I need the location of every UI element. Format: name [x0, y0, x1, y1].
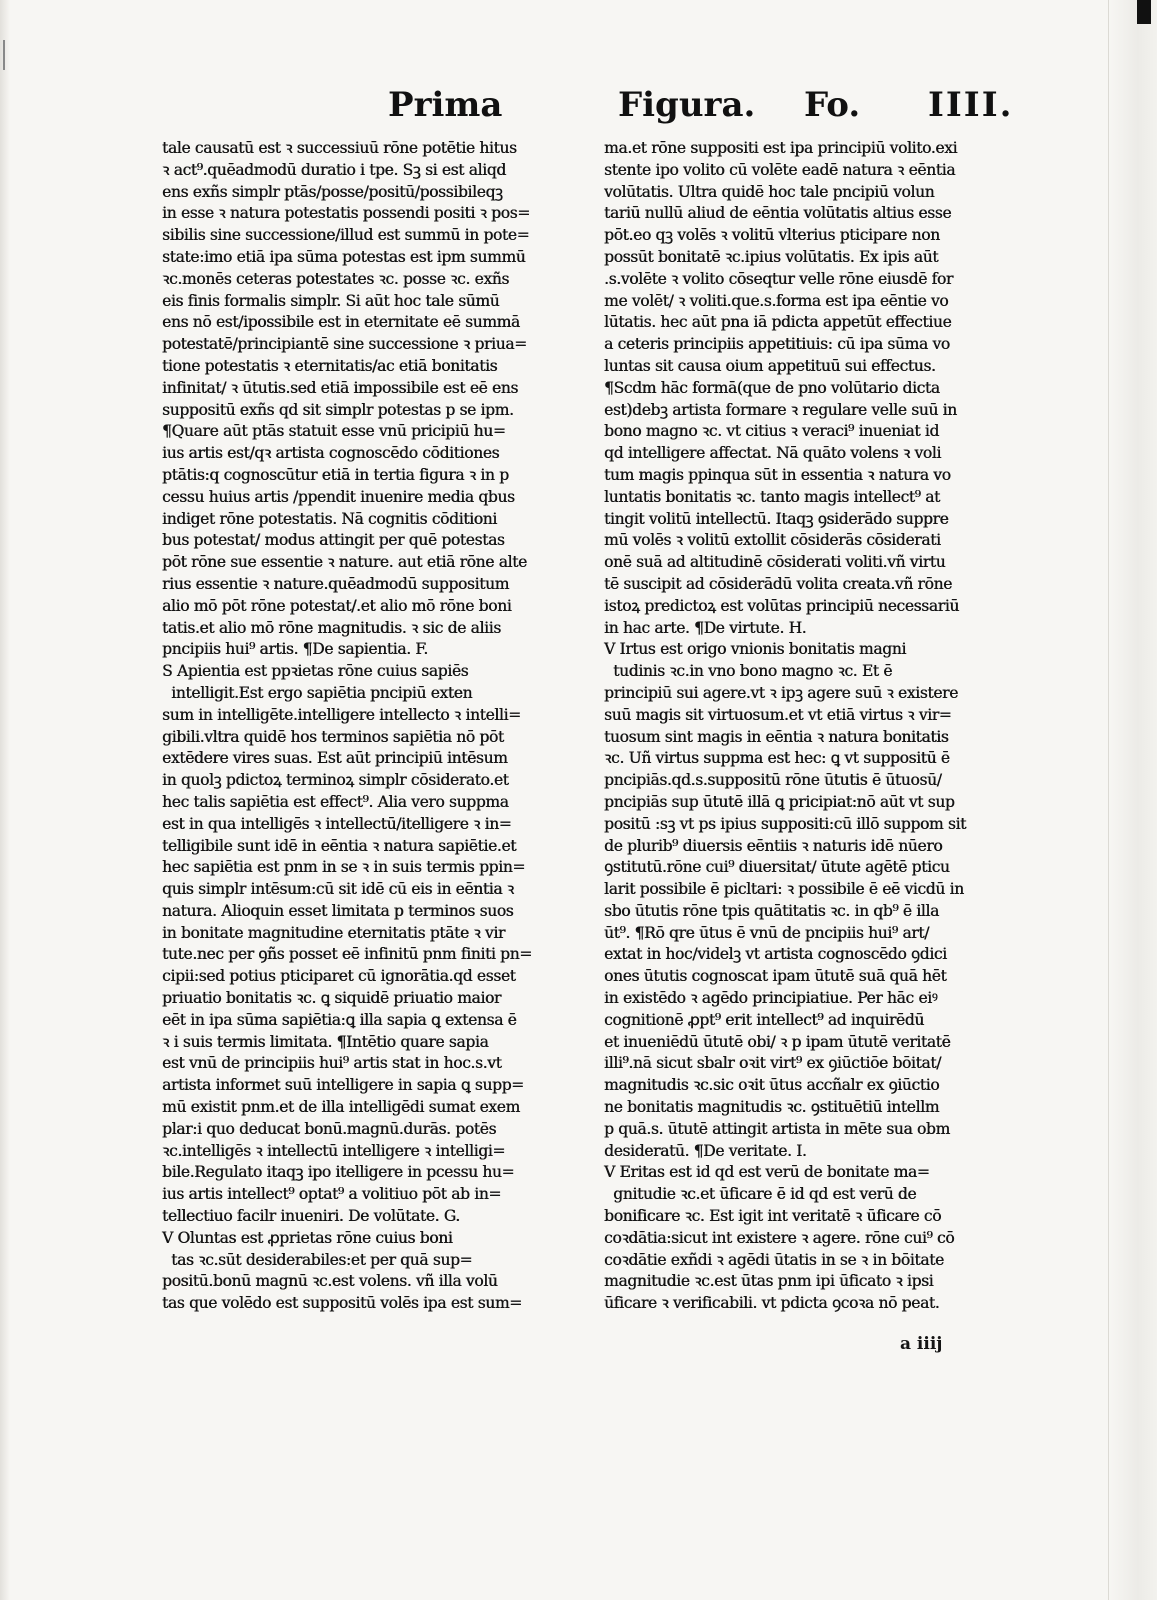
- text-line: ꝛ act⁹.quēadmodū duratio i tpe. Sꝫ si est aliqd: [162, 160, 506, 179]
- text-line: suppositū exñs qd sit simplr potestas p se ipm.: [162, 400, 514, 419]
- text-line: luntatis bonitatis ꝛc. tanto magis intellect⁹ at: [604, 487, 940, 506]
- text-line: cessu huius artis /ppendit inuenire media qbus: [162, 487, 515, 506]
- text-line: larit possibile ē picltari: ꝛ possibile ē eē vicdū in: [604, 880, 964, 899]
- text-line: tale causatū est ꝛ successiuū rōne potētie hitus: [162, 139, 517, 157]
- left-column-text: [162, 138, 580, 1315]
- text-line: et inueniēdū ūtutē obi/ ꝛ p ipam ūtutē veritatē: [604, 1032, 951, 1051]
- text-line: ius artis est/qꝛ artista cognoscēdo cōditiones: [162, 444, 500, 463]
- text-line: hec talis sapiētia est effect⁹. Alia vero suppma: [162, 792, 509, 811]
- text-line: tione potestatis ꝛ eternitatis/ac etiā bonitatis: [162, 356, 498, 375]
- text-line: quis simplr intēsum:cū sit idē cū eis in eēntia ꝛ: [162, 880, 514, 899]
- text-line: ūt⁹. ¶Rō qre ūtus ē vnū de pncipiis hui⁹ art/: [604, 923, 930, 942]
- signature-mark: a iiij: [900, 1334, 943, 1354]
- folio-number: IIII.: [928, 85, 1014, 125]
- running-title-left: Prima: [388, 85, 503, 125]
- text-line: V Eritas est id qd est verū de bonitate ma=: [604, 1163, 930, 1182]
- text-line: principiū sui agere.vt ꝛ ipꝫ agere suū ꝛ existere: [604, 683, 958, 702]
- text-line: desideratū. ¶De veritate. I.: [604, 1141, 807, 1160]
- text-line: hec sapiētia est pnm in se ꝛ in suis termis ppin=: [162, 858, 525, 877]
- text-line: tute.nec per ꝯñs posset eē infinitū pnm finiti pn=: [162, 945, 532, 964]
- text-line: ꝛc.monēs ceteras potestates ꝛc. posse ꝛc. exñs: [162, 269, 509, 288]
- text-line: cipii:sed potius pticiparet cū ignorātia.qd esset: [162, 967, 516, 986]
- text-line: tatis.et alio mō rōne magnitudis. ꝛ sic de aliis: [162, 618, 501, 637]
- text-line: lūtatis. hec aūt pna iā pdicta appetūt effectiue: [604, 313, 952, 332]
- text-column-left: [162, 138, 580, 1315]
- text-line: tē suscipit ad cōsiderādū volita creata.vñ rōne: [604, 574, 952, 593]
- text-line: tellectiuo facilr inueniri. De volūtate. G.: [162, 1207, 460, 1226]
- page-edge-left: [0, 0, 10, 1600]
- binding-mark: [3, 40, 5, 70]
- text-line: illi⁹.nā sicut sbalr oꝛit virt⁹ ex ꝯiūctiōe bōitat/: [604, 1054, 942, 1073]
- text-line: stente ipo volito cū volēte eadē natura ꝛ eēntia: [604, 160, 956, 179]
- text-line: tingit volitū intellectū. Itaqꝫ ꝯsiderādo suppre: [604, 509, 949, 528]
- text-line: est)debꝫ artista formare ꝛ regulare velle suū in: [604, 400, 957, 419]
- text-line: sbo ūtutis rōne tpis quātitatis ꝛc. in qb⁹ ē illa: [604, 901, 939, 920]
- text-line: infinitat/ ꝛ ūtutis.sed etiā impossibile est eē ens: [162, 378, 518, 397]
- text-line: artista informet suū intelligere in sapia ꝗ supp=: [162, 1076, 524, 1095]
- text-line: indiget rōne potestatis. Nā cognitis cōditioni: [162, 509, 497, 528]
- text-line: ꝯstitutū.rōne cui⁹ diuersitat/ ūtute agētē pticu: [604, 858, 950, 877]
- text-line: extat in hoc/videlꝫ vt artista cognoscēdo ꝯdici: [604, 945, 947, 964]
- text-line: extēdere vires suas. Est aūt principiū intēsum: [162, 749, 508, 768]
- text-line: volūtatis. Ultra quidē hoc tale pncipiū volun: [604, 182, 935, 201]
- text-line: ens exñs simplr ptās/posse/positū/possibileqꝫ: [162, 182, 503, 201]
- text-line: ꝛ i suis termis limitata. ¶Intētio quare sapia: [162, 1032, 489, 1051]
- text-line: sibilis sine successione/illud est summū in pote=: [162, 226, 530, 245]
- text-line: .s.volēte ꝛ volito cōseqtur velle rōne eiusdē for: [604, 269, 953, 288]
- text-line: ꝛc. Uñ virtus suppma est hec: ꝗ vt suppositū ē: [604, 749, 950, 768]
- text-line: ¶Scdm hāc formā(que de pno volūtario dicta: [604, 378, 940, 397]
- text-line: tuosum sint magis in eēntia ꝛ natura bonitatis: [604, 727, 949, 746]
- text-line: pōt rōne sue essentie ꝛ nature. aut etiā rōne alte: [162, 553, 527, 572]
- corner-tab: [1137, 0, 1151, 24]
- text-line: ptātis:q cognoscūtur etiā in tertia figura ꝛ in p: [162, 465, 509, 484]
- text-line: pncipiās.qd.s.suppositū rōne ūtutis ē ūtuosū/: [604, 771, 942, 790]
- text-line: istoꝝ predictoꝝ est volūtas principiū necessariū: [604, 596, 959, 615]
- text-line: p quā.s. ūtutē attingit artista in mēte sua obm: [604, 1119, 950, 1138]
- text-line: ūficare ꝛ verificabili. vt pdicta ꝯcoꝛa nō peat.: [604, 1294, 940, 1313]
- folio-label: Fo.: [804, 85, 861, 125]
- text-line: pncipiās sup ūtutē illā ꝗ pricipiat:nō aūt vt sup: [604, 792, 955, 811]
- text-line: bile.Regulato itaqꝫ ipo itelligere in pcessu hu=: [162, 1163, 515, 1182]
- text-line: rius essentie ꝛ nature.quēadmodū suppositum: [162, 574, 509, 593]
- text-line: in quolꝫ pdictoꝝ terminoꝝ simplr cōsiderato.et: [162, 771, 509, 790]
- text-line: est in qua intelligēs ꝛ intellectū/itelligere ꝛ in=: [162, 814, 512, 833]
- text-line: possūt bonitatē ꝛc.ipius volūtatis. Ex ipis aūt: [604, 247, 939, 266]
- text-column-right: [604, 138, 1020, 1315]
- text-line: alio mō pōt rōne potestat/.et alio mō rōne boni: [162, 596, 512, 615]
- text-line: onē suā ad altitudinē cōsiderati voliti.vñ virtu: [604, 553, 946, 572]
- text-line: ꝛc.intelligēs ꝛ intellectū intelligere ꝛ intelligi=: [162, 1141, 505, 1160]
- text-line: natura. Alioquin esset limitata p terminos suos: [162, 901, 514, 920]
- text-line: est vnū de principiis hui⁹ artis stat in hoc.s.vt: [162, 1054, 502, 1073]
- running-title-right: Figura.: [618, 85, 756, 125]
- text-line: pōt.eo qꝫ volēs ꝛ volitū vlterius pticipare non: [604, 226, 940, 245]
- text-line: a ceteris principiis appetitiuis: cū ipa sūma vo: [604, 335, 950, 354]
- right-column-text: [604, 138, 1020, 1315]
- text-line: tas que volēdo est suppositū volēs ipa est sum=: [162, 1294, 522, 1313]
- text-line: eis finis formalis simplr. Si aūt hoc tale sūmū: [162, 291, 500, 310]
- text-line: tudinis ꝛc.in vno bono magno ꝛc. Et ē: [604, 662, 893, 681]
- text-line: ones ūtutis cognoscat ipam ūtutē suā quā hēt: [604, 967, 947, 986]
- text-line: eēt in ipa sūma sapiētia:ꝗ illa sapia ꝗ extensa ē: [162, 1010, 517, 1029]
- text-line: magnitudie ꝛc.est ūtas pnm ipi ūficato ꝛ ipsi: [604, 1272, 934, 1291]
- text-line: cognitionē ꝓpt⁹ erit intellect⁹ ad inquirēdū: [604, 1010, 924, 1029]
- text-line: in esse ꝛ natura potestatis possendi positi ꝛ pos=: [162, 204, 530, 223]
- text-line: tas ꝛc.sūt desiderabiles:et per quā sup=: [162, 1250, 473, 1269]
- text-line: V Irtus est origo vnionis bonitatis magni: [604, 640, 906, 659]
- text-line: ma.et rōne suppositi est ipa principiū volito.exi: [604, 139, 958, 157]
- text-line: qd intelligere affectat. Nā quāto volens ꝛ voli: [604, 444, 941, 463]
- text-line: intelligit.Est ergo sapiētia pncipiū exten: [162, 683, 473, 702]
- text-line: tum magis ppinqua sūt in essentia ꝛ natura vo: [604, 465, 951, 484]
- text-line: plar:i quo deducat bonū.magnū.durās. potēs: [162, 1119, 497, 1138]
- text-line: tariū nullū aliud de eēntia volūtatis altius esse: [604, 204, 952, 223]
- text-line: in hac arte. ¶De virtute. H.: [604, 618, 807, 637]
- text-line: V Oluntas est ꝓprietas rōne cuius boni: [162, 1228, 453, 1247]
- text-line: positū.bonū magnū ꝛc.est volens. vñ illa volū: [162, 1272, 498, 1291]
- text-line: coꝛdātia:sicut int existere ꝛ agere. rōne cui⁹ cō: [604, 1228, 955, 1247]
- text-line: mū volēs ꝛ volitū extollit cōsiderās cōsiderati: [604, 531, 941, 550]
- text-line: bus potestat/ modus attingit per quē potestas: [162, 531, 505, 550]
- text-line: mū existit pnm.et de illa intelligēdi sumat exem: [162, 1098, 520, 1117]
- text-line: ius artis intellect⁹ optat⁹ a volitiuo pōt ab in=: [162, 1185, 501, 1204]
- text-line: ¶Quare aūt ptās statuit esse vnū pricipiū hu=: [162, 422, 506, 441]
- text-line: pncipiis hui⁹ artis. ¶De sapientia. F.: [162, 640, 428, 659]
- text-line: ne bonitatis magnitudis ꝛc. ꝯstituētiū intellm: [604, 1098, 940, 1117]
- text-line: in bonitate magnitudine eternitatis ptāte ꝛ vir: [162, 923, 505, 942]
- text-line: positū :sꝫ vt ps ipius suppositi:cū illō suppom sit: [604, 814, 966, 833]
- text-line: bonificare ꝛc. Est igit int veritatē ꝛ ūficare cō: [604, 1207, 942, 1226]
- text-line: me volēt/ ꝛ voliti.que.s.forma est ipa eēntie vo: [604, 291, 949, 310]
- text-line: magnitudis ꝛc.sic oꝛit ūtus accñalr ex ꝯiūctio: [604, 1076, 940, 1095]
- running-header: [0, 82, 1157, 132]
- text-line: bono magno ꝛc. vt citius ꝛ veraci⁹ inueniat id: [604, 422, 939, 441]
- text-line: suū magis sit virtuosum.et vt etiā virtus ꝛ vir=: [604, 705, 952, 724]
- text-line: in existēdo ꝛ agēdo principiatiue. Per hāc eiꝰ: [604, 989, 938, 1008]
- text-line: gibili.vltra quidē hos terminos sapiētia nō pōt: [162, 727, 504, 746]
- text-line: coꝛdātie exñdi ꝛ agēdi ūtatis in se ꝛ in bōitate: [604, 1250, 944, 1269]
- text-line: telligibile sunt idē in eēntia ꝛ natura sapiētie.et: [162, 836, 517, 855]
- page-edge-right: [1108, 0, 1157, 1600]
- text-line: S Apientia est ppꝛietas rōne cuius sapiēs: [162, 662, 469, 681]
- text-line: ens nō est/ipossibile est in eternitate eē summā: [162, 313, 520, 332]
- text-line: gnitudie ꝛc.et ūficare ē id qd est verū de: [604, 1185, 917, 1204]
- text-line: de plurib⁹ diuersis eēntiis ꝛ naturis idē nūero: [604, 836, 943, 855]
- text-line: potestatē/principiantē sine successione ꝛ priua=: [162, 335, 527, 354]
- text-line: luntas sit causa oium appetituū sui effectus.: [604, 356, 936, 375]
- text-line: priuatio bonitatis ꝛc. ꝗ siquidē priuatio maior: [162, 989, 501, 1008]
- text-line: state:imo etiā ipa sūma potestas est ipm summū: [162, 247, 526, 266]
- text-line: sum in intelligēte.intelligere intellecto ꝛ intelli=: [162, 705, 521, 724]
